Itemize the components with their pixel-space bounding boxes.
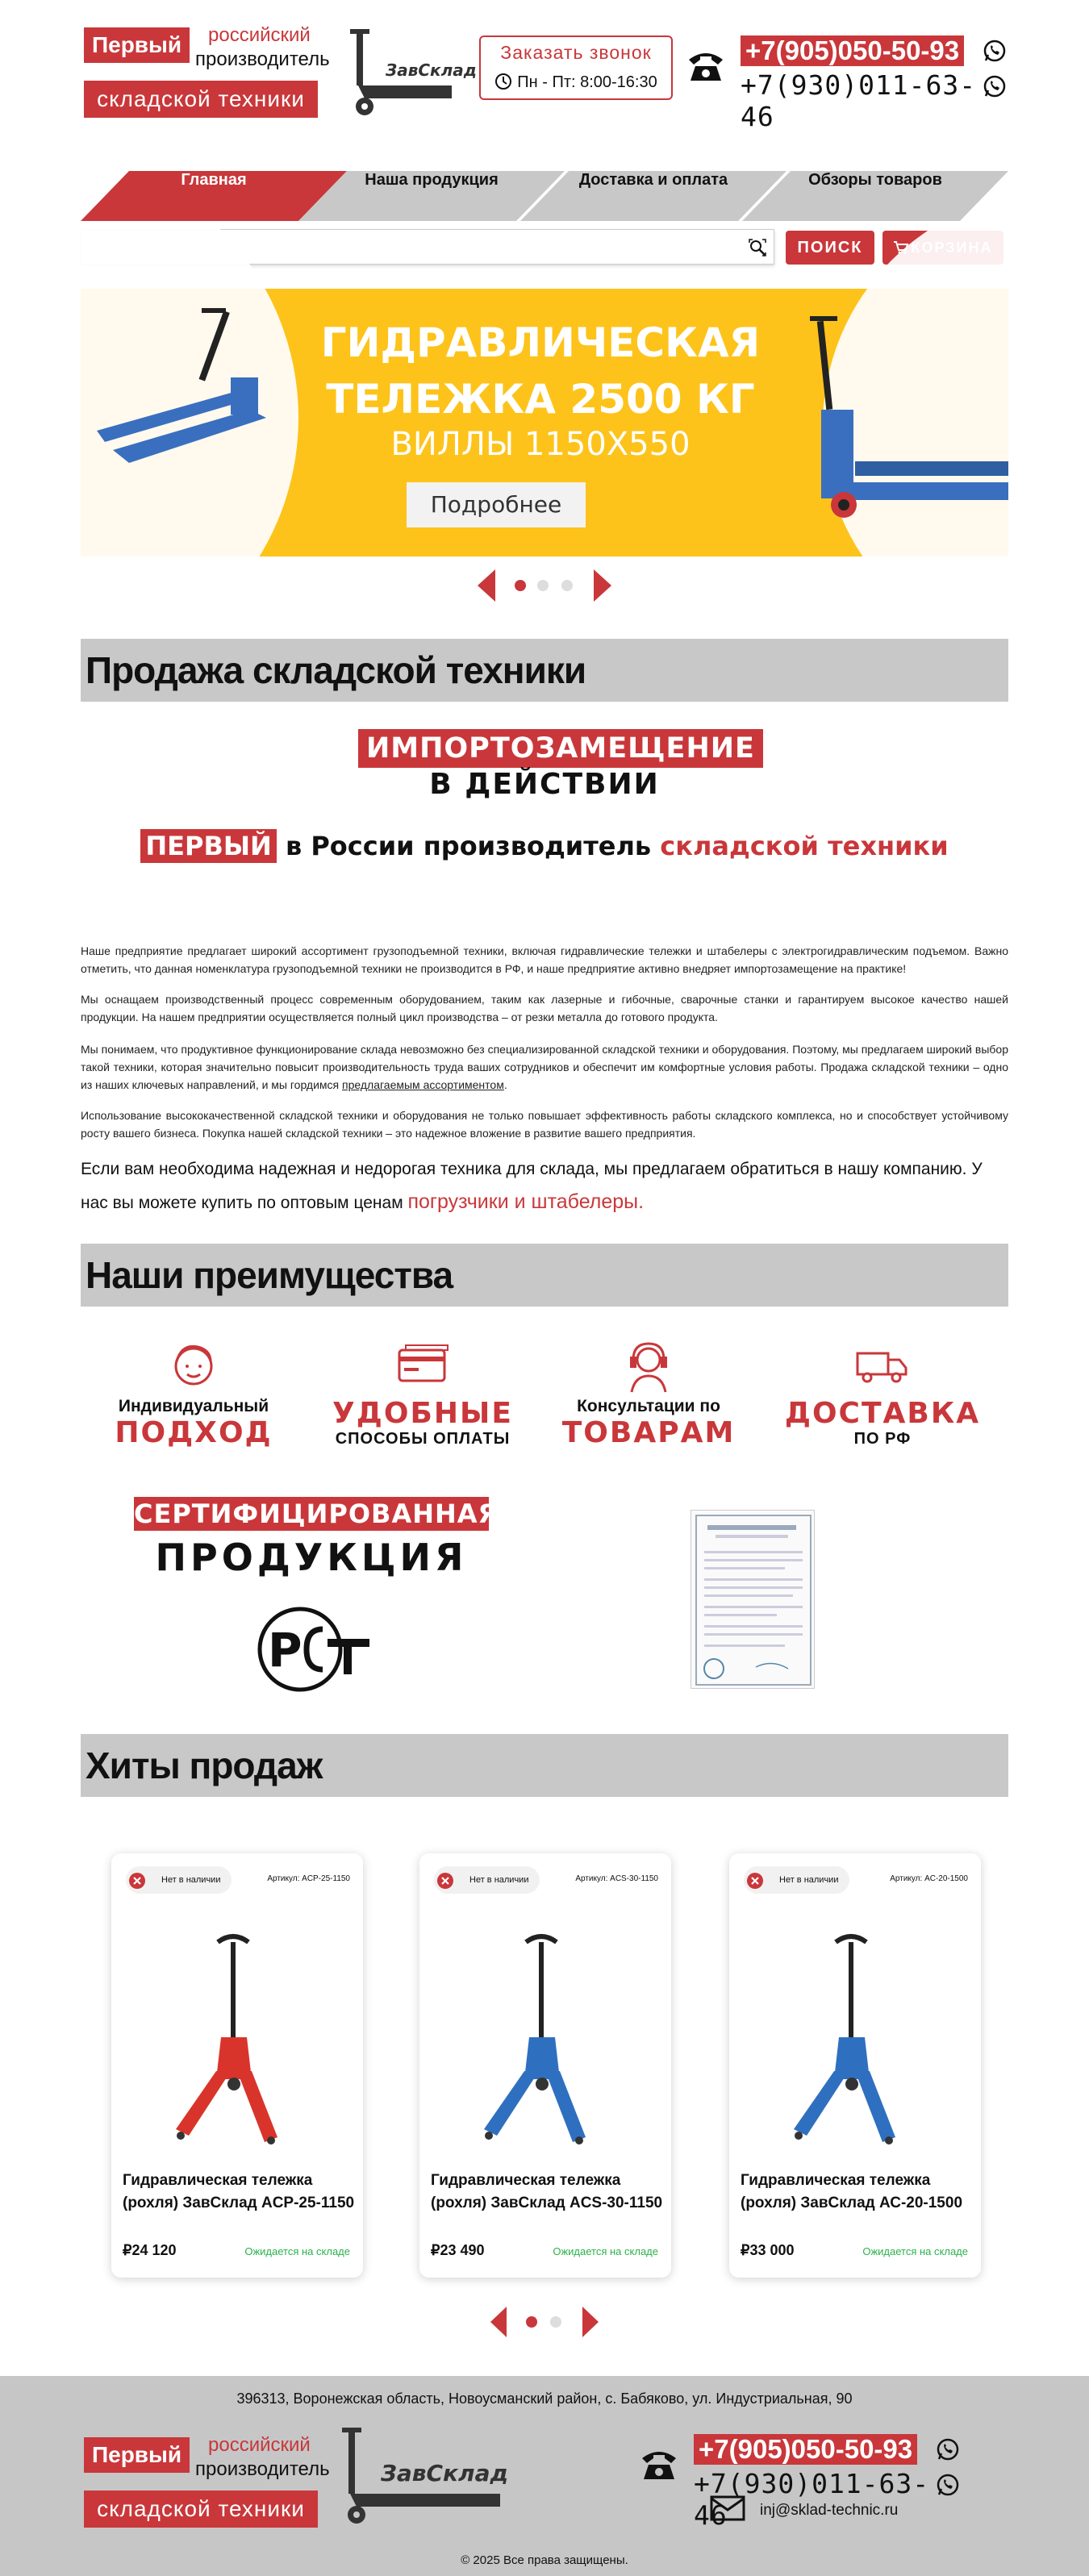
product-card[interactable]: [419, 1853, 671, 2278]
whatsapp-icon[interactable]: [936, 2473, 960, 2497]
sales-paragraph-1: Наше предприятие предлагает широкий ассортимент грузоподъемной техники, включая гидравлические тележки и штабелеры с электрогидравлическим подъемом. Важно отметить, что данная номенклатура грузоподъемной техники не производится в РФ, и наше предприятие активно внедряет импортозамещение на практике!: [81, 944, 1008, 975]
first-pill: ПЕРВЫЙ: [140, 829, 276, 863]
footer-email[interactable]: inj@sklad-technic.ru: [710, 2495, 745, 2528]
hours-text: Пн - Пт: 8:00-16:30: [517, 73, 657, 91]
banner-title-2: ТЕЛЕЖКА 2500 КГ: [326, 376, 755, 423]
callback-button[interactable]: [479, 35, 673, 100]
nav-item-products[interactable]: Наша продукция: [298, 171, 565, 221]
footer-brand-logo: [339, 2428, 509, 2526]
footer: [0, 2376, 1089, 2576]
product-price: ₽24 120: [123, 2242, 177, 2258]
whatsapp-icon[interactable]: [983, 74, 1007, 98]
sales-paragraph-4: Использование высококачественной складской техники и оборудования не только повышает эффективность работы складского комплекса, но и способствует устойчивому росту вашего бизнеса. Покупка нашей складской техники – это надежное вложение в развитие вашего предприятия.: [81, 1109, 1008, 1140]
section-title-hits: Хиты продаж: [81, 1734, 1008, 1797]
import-subtitle: В ДЕЙСТВИИ: [429, 768, 660, 801]
advantage-delivery: ДОСТАВКА ПО РФ: [778, 1339, 987, 1460]
nav-item-home[interactable]: Главная: [81, 171, 347, 221]
out-of-stock-icon: [437, 1873, 453, 1889]
search-button[interactable]: ПОИСК: [786, 231, 874, 265]
out-of-stock-icon: [129, 1873, 145, 1889]
first-red: складской техники: [660, 831, 949, 861]
product-card[interactable]: [729, 1853, 981, 2278]
phone-secondary[interactable]: +7(930)011-63-46: [694, 2468, 930, 2531]
truck-icon: [854, 1339, 911, 1397]
rst-logo-icon: [252, 1605, 373, 1694]
phones: [686, 35, 1008, 132]
assortment-link[interactable]: предлагаемым ассортиментом: [342, 1078, 504, 1091]
product-image[interactable]: [156, 1934, 318, 2144]
callback-hours: [481, 73, 671, 92]
banner-dot-1[interactable]: [515, 580, 526, 591]
banner-more-button[interactable]: Подробнее: [407, 482, 586, 527]
logo-tech: складской техники: [84, 81, 318, 118]
import-badge: ИМПОРТОЗАМЕЩЕНИЕ: [358, 729, 763, 768]
headset-icon: [620, 1339, 677, 1397]
product-price: ₽33 000: [741, 2242, 795, 2258]
availability-status: Ожидается на складе: [244, 2245, 350, 2257]
sales-paragraph-3: Мы понимаем, что продуктивное функционирование склада невозможно без специализированной складской техники и оборудования. Поэтому, мы предлагаем широкий выбор такой техники, которая значительно повысит производительность труда ваших сотрудников и обеспечит им комфортные условия работы. Продажа складской техники – одно из наших ключевых направлений, и мы гордимся предлагаемым ассортиментом.: [81, 1043, 1008, 1091]
callback-title: Заказать звонок: [500, 42, 652, 63]
product-sku: Артикул: AC-20-1500: [890, 1874, 968, 1883]
footer-logo[interactable]: Первый российский производитель складской техники: [84, 2434, 318, 2528]
phone-secondary[interactable]: +7(930)011-63-46: [741, 69, 977, 132]
loaders-link[interactable]: погрузчики и штабелеры.: [407, 1190, 645, 1213]
certified-products: ПРОДУКЦИЯ: [155, 1536, 468, 1579]
product-price: ₽23 490: [431, 2242, 485, 2258]
availability-status: Ожидается на складе: [553, 2245, 658, 2257]
brand-name: ЗавСклад: [386, 60, 477, 80]
search-icon[interactable]: [748, 238, 767, 257]
hits-next-arrow-icon[interactable]: [581, 2307, 599, 2337]
product-card[interactable]: [111, 1853, 363, 2278]
product-name[interactable]: Гидравлическая тележка (рохля) ЗавСклад ACP-25-1150: [123, 2172, 355, 2211]
face-icon: [165, 1339, 222, 1397]
telephone-icon: [686, 45, 726, 85]
svg-text:ЗавСклад: ЗавСклад: [381, 2460, 509, 2486]
clock-icon: [494, 73, 512, 90]
svg-text:Р: Р: [268, 1623, 302, 1678]
whatsapp-icon[interactable]: [983, 39, 1007, 63]
hits-dot-2[interactable]: [550, 2316, 561, 2328]
section-title-sales: Продажа складской техники: [81, 639, 1008, 702]
hero-banner[interactable]: [81, 289, 1008, 556]
stock-badge: Нет в наличии: [434, 1866, 540, 1894]
sales-paragraph-2: Мы оснащаем производственный процесс современным оборудованием, таким как лазерные и гибочные, сварочные станки и гарантируем высокое качество нашей продукции. На нашем предприятии осуществляется полный цикл производства – от резки металла до готового продукта.: [81, 993, 1008, 1023]
sales-lead: Если вам необходима надежная и недорогая техника для склада, мы предлагаем обратиться в нашу компанию. У нас вы можете купить по оптовым ценам погрузчики и штабелеры.: [81, 1160, 983, 1213]
phone-primary[interactable]: +7(905)050-50-93: [741, 35, 964, 66]
banner-next-arrow-icon[interactable]: [592, 569, 611, 602]
first-mid: в России производитель: [276, 831, 661, 861]
product-sku: Артикул: ACS-30-1150: [575, 1874, 658, 1883]
main-nav: [81, 171, 1008, 221]
banner-prev-arrow-icon[interactable]: [478, 569, 497, 602]
card-icon: [394, 1339, 451, 1397]
nav-item-delivery[interactable]: Доставка и оплата: [520, 171, 786, 221]
first-in-russia-line: [0, 831, 1089, 861]
brand-pallet-jack-logo: [347, 29, 477, 118]
advantage-consulting: Консультации по ТОВАРАМ: [544, 1339, 753, 1460]
product-name[interactable]: Гидравлическая тележка (рохля) ЗавСклад ACS-30-1150: [431, 2172, 663, 2211]
advantage-individual: Индивидуальный ПОДХОД: [89, 1339, 298, 1460]
advantage-payment: УДОБНЫЕ СПОСОБЫ ОПЛАТЫ: [318, 1339, 528, 1460]
product-sku: Артикул: ACP-25-1150: [267, 1874, 350, 1883]
availability-status: Ожидается на складе: [862, 2245, 968, 2257]
whatsapp-icon[interactable]: [936, 2437, 960, 2461]
phone-primary[interactable]: +7(905)050-50-93: [694, 2434, 917, 2465]
product-name[interactable]: Гидравлическая тележка (рохля) ЗавСклад АС-20-1500: [741, 2172, 963, 2211]
section-title-advantages: Наши преимущества: [81, 1244, 1008, 1307]
logo[interactable]: [84, 24, 330, 118]
logo-first: Первый: [84, 27, 190, 63]
certificate-document-image[interactable]: [691, 1510, 815, 1689]
banner-title-1: ГИДРАВЛИЧЕСКАЯ: [320, 319, 761, 366]
product-image[interactable]: [465, 1934, 626, 2144]
hits-dot-1[interactable]: [526, 2316, 537, 2328]
banner-dot-3[interactable]: [561, 580, 573, 591]
telephone-icon: [639, 2444, 679, 2484]
banner-dot-2[interactable]: [537, 580, 549, 591]
copyright: © 2025 Все права защищены.: [461, 2553, 628, 2567]
certified-badge: СЕРТИФИЦИРОВАННАЯ: [134, 1498, 499, 1529]
product-image[interactable]: [774, 1934, 936, 2144]
nav-item-reviews[interactable]: Обзоры товаров: [742, 171, 1008, 221]
stock-badge: Нет в наличии: [744, 1866, 849, 1894]
logo-russian: российский: [208, 24, 311, 46]
banner-subtitle: ВИЛЛЫ 1150Х550: [390, 426, 691, 463]
stock-badge: Нет в наличии: [126, 1866, 232, 1894]
footer-address: 396313, Воронежская область, Новоусманский район, с. Бабяково, ул. Индустриальная, 90: [236, 2391, 853, 2407]
out-of-stock-icon: [747, 1873, 763, 1889]
hits-prev-arrow-icon[interactable]: [490, 2307, 508, 2337]
logo-maker: производитель: [195, 48, 330, 70]
mail-icon: [710, 2495, 745, 2521]
